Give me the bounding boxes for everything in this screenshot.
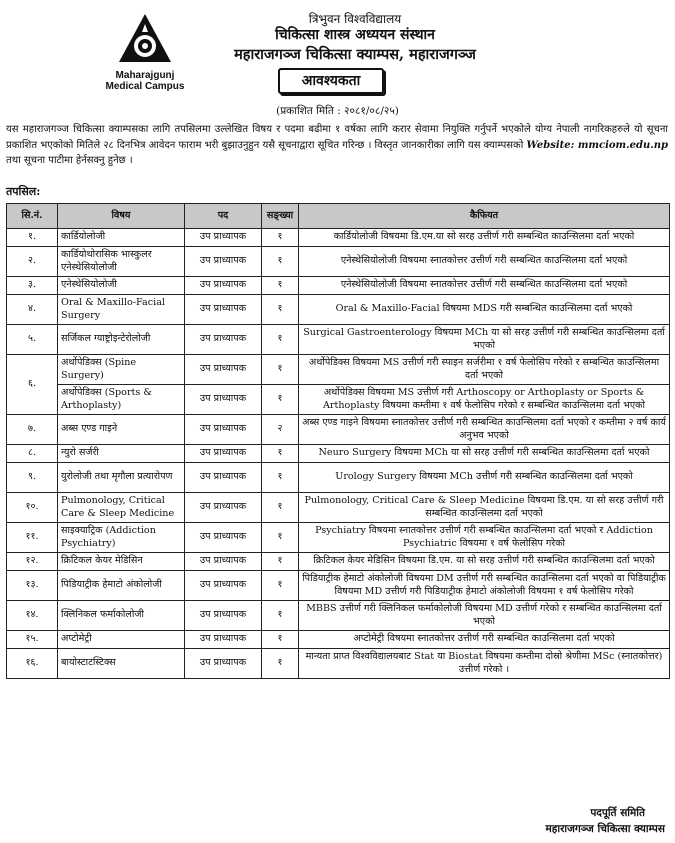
cell-subject: अर्थोपेडिक्स (Spine Surgery) (58, 355, 185, 385)
cell-post: उप प्राध्यापक (185, 523, 262, 553)
cell-post: उप प्राध्यापक (185, 631, 262, 649)
table-row (7, 355, 670, 385)
cell-sn: ४. (7, 295, 58, 325)
cell-count: १ (262, 277, 299, 295)
cell-remarks: अब्स एण्ड गाइने विषयमा स्नातकोत्तर उत्तीर्ण गरी सम्बन्धित काउन्सिलमा दर्ता भएको र कम्तीमा २ वर्ष कार्य अनुभव भएको (299, 415, 670, 445)
cell-sn: ५. (7, 325, 58, 355)
cell-post: उप प्राध्यापक (185, 355, 262, 385)
cell-remarks: Pulmonology, Critical Care & Sleep Medicine विषयमा डि.एम. या सो सरह उत्तीर्ण गरी सम्बन्धित काउन्सिलमा दर्ता भएको (299, 493, 670, 523)
cell-count: १ (262, 631, 299, 649)
cell-count: १ (262, 493, 299, 523)
university-name: त्रिभुवन विश्वविद्यालय (308, 12, 402, 26)
cell-remarks: Surgical Gastroenterology विषयमा MCh या सो सरह उत्तीर्ण गरी सम्बन्धित काउन्सिलमा दर्ता भएको (299, 325, 670, 355)
header-subject: विषय (58, 204, 185, 229)
cell-subject: कार्डियोथोरासिक भास्कुलर एनेस्थेसियोलोजी (58, 247, 185, 277)
table-label: तपसिल: (6, 185, 41, 198)
table-row (7, 415, 670, 445)
cell-subject: क्लिनिकल फर्माकोलोजी (58, 601, 185, 631)
table-body (7, 229, 670, 679)
notice-banner: आवश्यकता (278, 68, 384, 94)
cell-remarks: पिडियाट्रीक हेमाटो अंकोलोजी विषयमा DM उत्तीर्ण गरी सम्बन्धित काउन्सिलमा दर्ता भएको वा पिडियाट्रीक विषयमा MD उत्तीर्ण गरी पिडियाट्रीक हेमाटो अंकोलोजी विषयमा १ वर्ष फेलोसिप गरेको (299, 571, 670, 601)
cell-post: उप प्राध्यापक (185, 601, 262, 631)
cell-subject: Oral & Maxillo-Facial Surgery (58, 295, 185, 325)
table-row (7, 295, 670, 325)
logo-line1: Maharajgunj (115, 70, 175, 81)
table-row (7, 463, 670, 493)
cell-remarks: मान्यता प्राप्त विश्वविद्यालयबाट Stat या Biostat विषयमा कम्तीमा दोस्रो श्रेणीमा MSc (स्नातकोत्तर) उत्तीर्ण गरेको । (299, 649, 670, 679)
cell-post: उप प्राध्यापक (185, 649, 262, 679)
cell-remarks: Urology Surgery विषयमा MCh उत्तीर्ण गरी सम्बन्धित काउन्सिलमा दर्ता भएको (299, 463, 670, 493)
cell-count: १ (262, 523, 299, 553)
cell-sn: ९. (7, 463, 58, 493)
cell-remarks: MBBS उत्तीर्ण गरी क्लिनिकल फर्माकोलोजी विषयमा MD उत्तीर्ण गरेको र सम्बन्धित काउन्सिलमा दर्ता भएको (299, 601, 670, 631)
table-row (7, 445, 670, 463)
cell-count: १ (262, 445, 299, 463)
cell-sn: १२. (7, 553, 58, 571)
cell-count: १ (262, 601, 299, 631)
cell-post: उप प्राध्यापक (185, 229, 262, 247)
cell-count: १ (262, 553, 299, 571)
intro-text: यस महाराजगञ्ज चिकित्सा क्याम्पसका लागि तपसिलमा उल्लेखित विषय र पदमा बढीमा १ वर्षका लागि करार सेवामा नियुक्ति गर्नुपर्ने भएकोले योग्य नेपाली नागरिकहरुले यो सूचना प्रकाशित भएकोको मितिले २८ दिनभित्र आवेदन फाराम भरी बुझाउनुहुन यसै सूचनाद्वारा सूचित गरिन्छ । विस्तृत जानकारीका लागि यस क्याम्पसको (6, 124, 668, 151)
cell-post: उप प्राध्यापक (185, 445, 262, 463)
cell-sn: ६. (7, 355, 58, 415)
cell-count: १ (262, 229, 299, 247)
cell-subject: कार्डियोलोजी (58, 229, 185, 247)
cell-sn: १३. (7, 571, 58, 601)
cell-subject: क्रिटिकल केयर मेडिसिन (58, 553, 185, 571)
cell-subject: बायोस्टाटस्टिक्स (58, 649, 185, 679)
cell-post: उप प्राध्यापक (185, 553, 262, 571)
website-link[interactable]: Website: mmciom.edu.np (526, 139, 668, 151)
table-row (7, 277, 670, 295)
cell-subject: एनेस्थेसियोलोजी (58, 277, 185, 295)
cell-post: उप प्राध्यापक (185, 325, 262, 355)
cell-subject: युरोलोजी तथा मृगौला प्रत्यारोपण (58, 463, 185, 493)
cell-count: १ (262, 247, 299, 277)
cell-sn: ३. (7, 277, 58, 295)
logo-line2: Medical Campus (105, 81, 185, 92)
cell-remarks: Psychiatry विषयमा स्नातकोत्तर उत्तीर्ण गरी सम्बन्धित काउन्सिलमा दर्ता भएको र Addiction Psychiatric विषयमा १ वर्ष फेलोसिप गरेको (299, 523, 670, 553)
cell-remarks: Oral & Maxillo-Facial विषयमा MDS गरी सम्बन्धित काउन्सिलमा दर्ता भएको (299, 295, 670, 325)
cell-subject: Pulmonology, Critical Care & Sleep Medicine (58, 493, 185, 523)
cell-post: उप प्राध्यापक (185, 493, 262, 523)
cell-sn: १६. (7, 649, 58, 679)
header-count: सङ्ख्या (262, 204, 299, 229)
cell-sn: १. (7, 229, 58, 247)
cell-remarks: एनेस्थेसियोलोजी विषयमा स्नातकोत्तर उत्तीर्ण गरी सम्बन्धित काउन्सिलमा दर्ता भएको (299, 247, 670, 277)
cell-post: उप प्राध्यापक (185, 247, 262, 277)
cell-post: उप प्राध्यापक (185, 277, 262, 295)
intro-text-end: तथा सूचना पाटीमा हेर्नसक्नु हुनेछ । (6, 155, 133, 166)
table-row (7, 325, 670, 355)
cell-post: उप प्राध्यापक (185, 385, 262, 415)
header-post: पद (185, 204, 262, 229)
table-header-row (7, 204, 670, 229)
cell-subject: न्युरो सर्जरी (58, 445, 185, 463)
cell-count: १ (262, 295, 299, 325)
cell-count: २ (262, 415, 299, 445)
campus-signature: महाराजगञ्ज चिकित्सा क्याम्पस (545, 823, 665, 835)
table-row (7, 601, 670, 631)
intro-paragraph (6, 122, 668, 169)
campus-name: महाराजगञ्ज चिकित्सा क्याम्पस, महाराजगञ्ज (234, 46, 476, 63)
cell-count: १ (262, 649, 299, 679)
cell-count: १ (262, 355, 299, 385)
cell-count: १ (262, 385, 299, 415)
cell-sn: ७. (7, 415, 58, 445)
cell-remarks: क्रिटिकल केयर मेडिसिन विषयमा डि.एम. या सो सरह उत्तीर्ण गरी सम्बन्धित काउन्सिलमा दर्ता भएको (299, 553, 670, 571)
header-remarks: कैफियत (299, 204, 670, 229)
vacancy-table (6, 203, 670, 679)
cell-count: १ (262, 325, 299, 355)
table-row (7, 493, 670, 523)
cell-sn: १४. (7, 601, 58, 631)
cell-count: १ (262, 463, 299, 493)
cell-sn: १५. (7, 631, 58, 649)
cell-sn: २. (7, 247, 58, 277)
cell-post: उप प्राध्यापक (185, 571, 262, 601)
cell-post: उप प्राध्यापक (185, 415, 262, 445)
table-row (7, 631, 670, 649)
cell-remarks: अर्थोपेडिक्स विषयमा MS उत्तीर्ण गरी Arthoscopy or Arthoplasty or Sports & Arthoplasty विषयमा कम्तीमा १ वर्ष फेलोसिप गरेको र सम्बन्धित काउन्सिलमा दर्ता भएको (299, 385, 670, 415)
cell-subject: सर्जिकल ग्याष्ट्रोइन्टेरोलोजी (58, 325, 185, 355)
cell-post: उप प्राध्यापक (185, 295, 262, 325)
cell-sn: ८. (7, 445, 58, 463)
table-row (7, 247, 670, 277)
signature-block (546, 805, 665, 837)
header-sn: सि.नं. (7, 204, 58, 229)
table-row (7, 571, 670, 601)
published-date: (प्रकाशित मिति : २०८१/०८/२५) (276, 105, 399, 117)
cell-subject: अप्टोमेट्री (58, 631, 185, 649)
table-row (7, 229, 670, 247)
cell-remarks: अप्टोमेट्री विषयमा स्नातकोत्तर उत्तीर्ण गरी सम्बन्धित काउन्सिलमा दर्ता भएको (299, 631, 670, 649)
cell-remarks: अर्थोपेडिक्स विषयमा MS उत्तीर्ण गरी स्पाइन सर्जरीमा १ वर्ष फेलोसिप गरेको र सम्बन्धित काउन्सिलमा दर्ता भएको (299, 355, 670, 385)
committee-name: पदपूर्ति समिति (590, 807, 645, 819)
cell-remarks: कार्डियोलोजी विषयमा डि.एम.या सो सरह उत्तीर्ण गरी सम्बन्धित काउन्सिलमा दर्ता भएको (299, 229, 670, 247)
table-row (7, 385, 670, 415)
cell-subject: अब्स एण्ड गाइने (58, 415, 185, 445)
institute-name: चिकित्सा शास्त्र अध्ययन संस्थान (275, 27, 435, 43)
cell-post: उप प्राध्यापक (185, 463, 262, 493)
cell-subject: पिडियाट्रीक हेमाटो अंकोलोजी (58, 571, 185, 601)
cell-subject: साइक्याट्रिक (Addiction Psychiatry) (58, 523, 185, 553)
cell-count: १ (262, 571, 299, 601)
cell-sn: ११. (7, 523, 58, 553)
table-row (7, 553, 670, 571)
campus-logo (105, 12, 185, 92)
cell-subject: अर्थोपेडिक्स (Sports & Arthoplasty) (58, 385, 185, 415)
cell-remarks: एनेस्थेसियोलोजी विषयमा स्नातकोत्तर उत्तीर्ण गरी सम्बन्धित काउन्सिलमा दर्ता भएको (299, 277, 670, 295)
cell-sn: १०. (7, 493, 58, 523)
cell-remarks: Neuro Surgery विषयमा MCh या सो सरह उत्तीर्ण गरी सम्बन्धित काउन्सिलमा दर्ता भएको (299, 445, 670, 463)
table-row (7, 649, 670, 679)
campus-emblem-icon (117, 12, 173, 68)
table-row (7, 523, 670, 553)
